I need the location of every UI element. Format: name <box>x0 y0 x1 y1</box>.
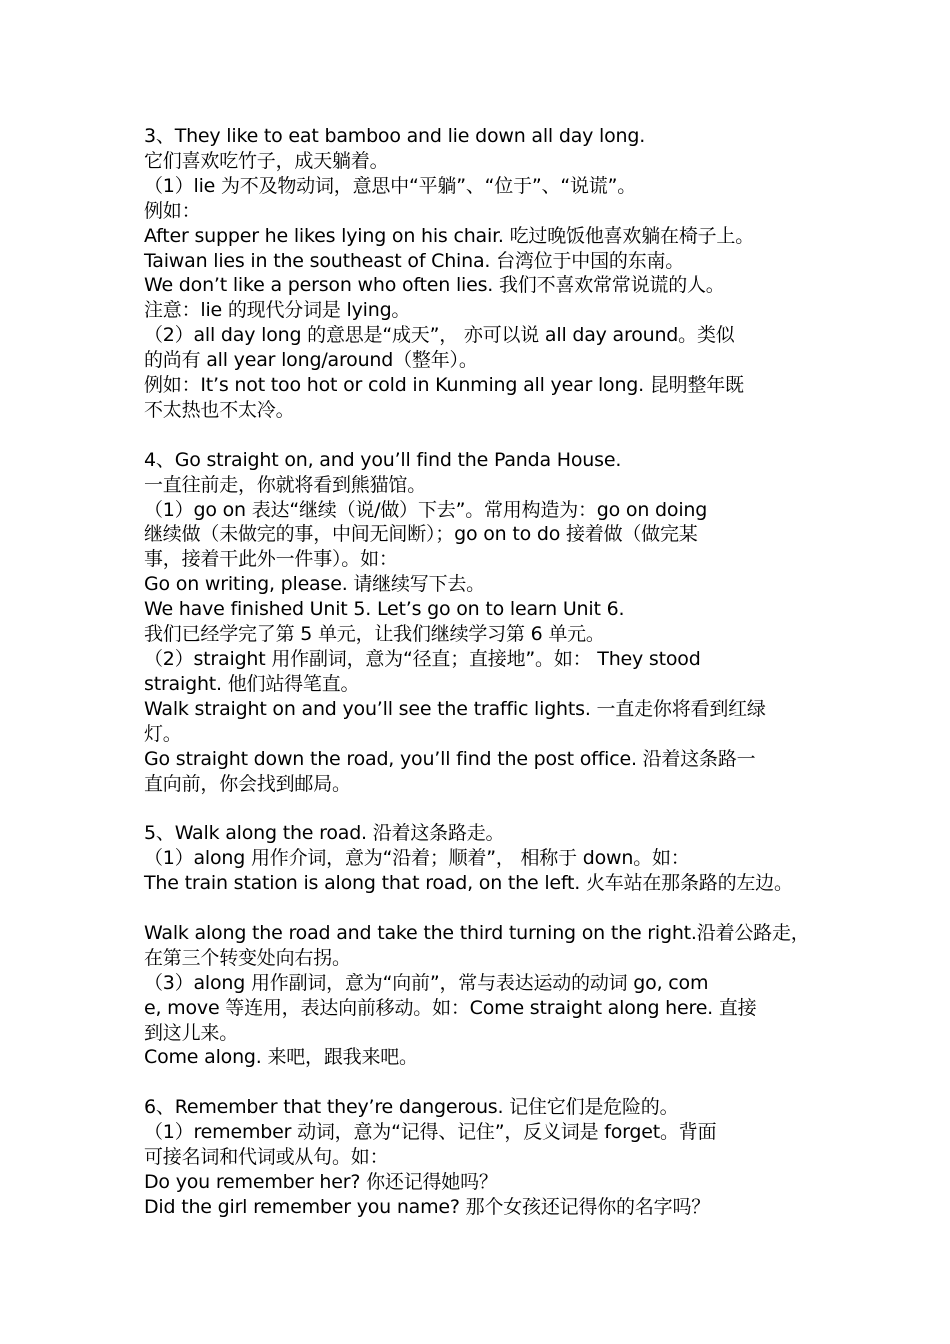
text-line: 例如： <box>144 199 201 222</box>
text-line: Taiwan lies in the southeast of China. 台湾位于中国的东南。 <box>144 249 685 272</box>
text-line: We don’t like a person who often lies. 我们不喜欢常常说谎的人。 <box>144 274 725 297</box>
text-line: The train station is along that road, on the left. 火车站在那条路的左边。 <box>144 872 793 895</box>
text-line: 一直往前走，你就将看到熊猫馆。 <box>144 473 427 496</box>
text-line: （2）all day long 的意思是“成天”， 亦可以说 all day around。类似 <box>144 324 735 347</box>
text-line: 继续做（未做完的事，中间无间断）；go on to do 接着做（做完某 <box>144 523 698 546</box>
text-line: Do you remember her? 你还记得她吗？ <box>144 1171 498 1193</box>
text-line: 6、Remember that they’re dangerous. 记住它们是危险的。 <box>144 1096 679 1119</box>
blank-line <box>144 796 834 821</box>
text-line: （1）lie 为不及物动词，意思中“平躺”、“位于”、“说谎”。 <box>144 174 637 197</box>
text-line: 不太热也不太冷。 <box>144 398 295 421</box>
text-line: 事，接着干此外一件事）。如： <box>144 548 398 571</box>
text-line: 它们喜欢吃竹子，成天躺着。 <box>144 149 389 172</box>
blank-line <box>144 896 834 921</box>
text-line: 可接名词和代词或从句。如： <box>144 1146 389 1169</box>
text-line: （3）along 用作副词，意为“向前”，常与表达运动的动词 go, com <box>144 971 709 994</box>
text-line: 例如：It’s not too hot or cold in Kunming all year long. 昆明整年既 <box>144 374 744 397</box>
text-line: Come along. 来吧，跟我来吧。 <box>144 1046 418 1069</box>
text-line: 5、Walk along the road. 沿着这条路走。 <box>144 822 505 845</box>
text-line: straight. 他们站得笔直。 <box>144 672 360 695</box>
text-line: Did the girl remember you name? 那个女孩还记得你的名字吗？ <box>144 1195 711 1218</box>
text-line: （2）straight 用作副词，意为“径直；直接地”。如： They stood <box>144 648 701 671</box>
text-line: 灯。 <box>144 722 182 745</box>
text-line: 4、Go straight on, and you’ll find the Panda House. <box>144 448 622 471</box>
text-line: e, move 等连用，表达向前移动。如：Come straight along here. 直接 <box>144 996 757 1019</box>
text-line: 注意：lie 的现代分词是 lying。 <box>144 299 411 322</box>
document-page <box>144 124 834 1220</box>
blank-line <box>144 1070 834 1095</box>
text-line: After supper he likes lying on his chair. 吃过晚饭他喜欢躺在椅子上。 <box>144 224 755 247</box>
text-line: We have finished Unit 5. Let’s go on to learn Unit 6. <box>144 598 625 621</box>
text-line: Walk along the road and take the third turning on the right.沿着公路走， <box>144 921 810 944</box>
text-line: 在第三个转变处向右拐。 <box>144 946 351 969</box>
text-line: 的尚有 all year long/around（整年）。 <box>144 349 478 372</box>
text-line: 我们已经学完了第 5 单元，让我们继续学习第 6 单元。 <box>144 623 605 646</box>
text-line: 到这儿来。 <box>144 1021 239 1044</box>
text-line: 3、They like to eat bamboo and lie down all day long. <box>144 125 646 147</box>
text-line: （1）remember 动词，意为“记得、记住”，反义词是 forget。背面 <box>144 1121 717 1144</box>
text-line: 直向前，你会找到邮局。 <box>144 772 351 795</box>
text-line: （1）go on 表达“继续（说/做）下去”。常用构造为：go on doing <box>144 498 708 521</box>
text-line: Go straight down the road, you’ll find the post office. 沿着这条路一 <box>144 747 756 770</box>
text-line: （1）along 用作介词，意为“沿着；顺着”， 相称于 down。如： <box>144 847 690 870</box>
text-line: Go on writing, please. 请继续写下去。 <box>144 573 485 596</box>
blank-line <box>144 423 834 448</box>
text-line: Walk straight on and you’ll see the traffic lights. 一直走你将看到红绿 <box>144 697 766 720</box>
